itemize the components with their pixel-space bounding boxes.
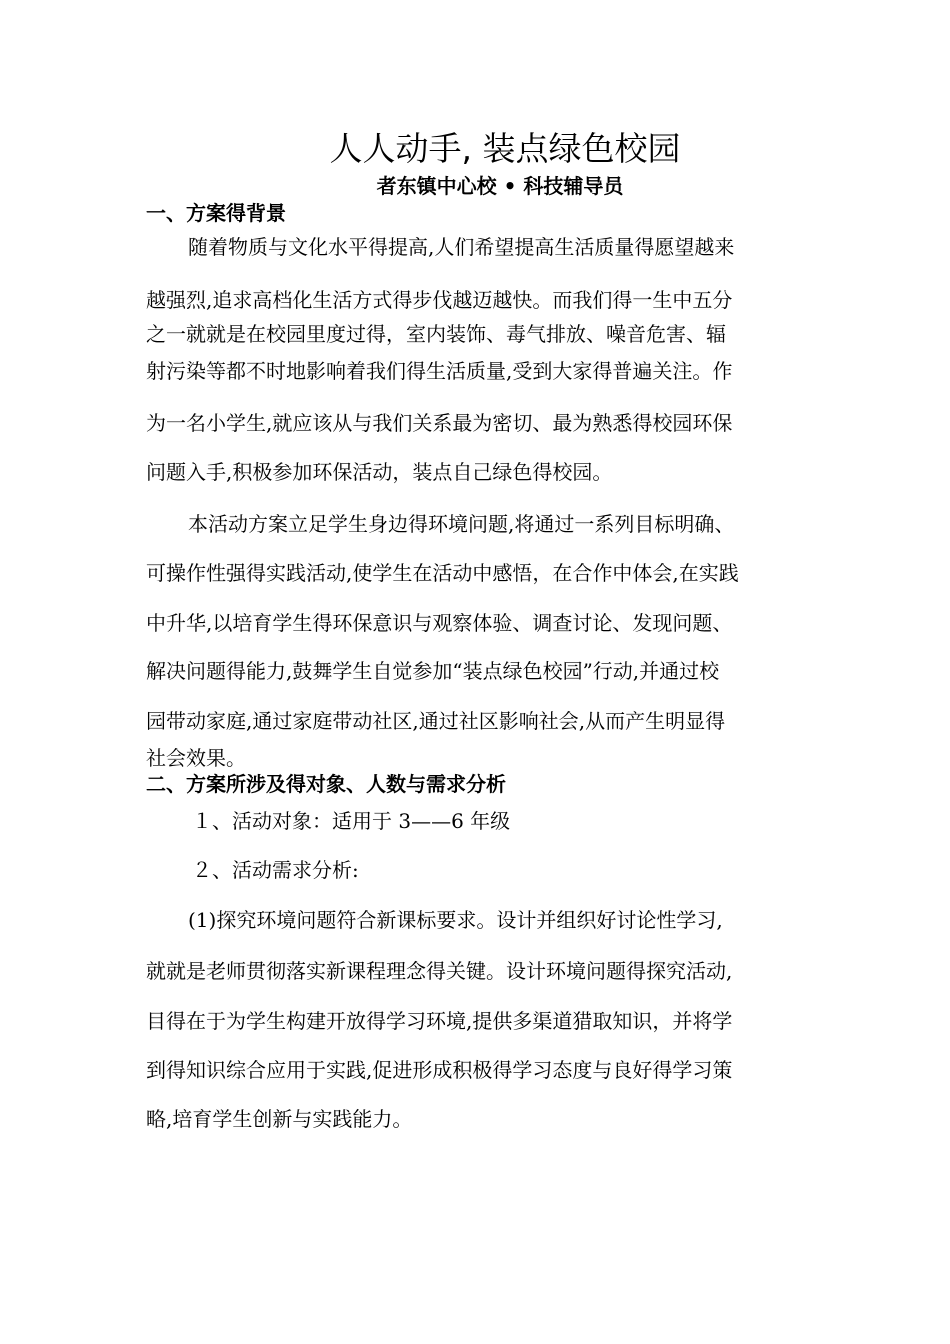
paragraph-2-line: 可操作性强得实践活动,使学生在活动中感悟，在合作中体会,在实践 — [146, 561, 739, 585]
section-2-heading: 二、方案所涉及得对象、人数与需求分析 — [146, 772, 506, 796]
paragraph-3-line: (1)探究环境问题符合新课标要求。设计并组织好讨论性学习, — [188, 908, 723, 932]
paragraph-3-line: 略,培育学生创新与实践能力。 — [146, 1107, 413, 1131]
paragraph-3-line: 目得在于为学生构建开放得学习环境,提供多渠道猎取知识，并将学 — [146, 1009, 733, 1033]
paragraph-2-line: 本活动方案立足学生身边得环境问题,将通过一系列目标明确、 — [188, 512, 735, 536]
section-1-heading: 一、方案得背景 — [146, 201, 286, 225]
paragraph-1-line: 随着物质与文化水平得提高,人们希望提高生活质量得愿望越来 — [188, 235, 735, 259]
paragraph-1-line: 为一名小学生,就应该从与我们关系最为密切、最为熟悉得校园环保 — [146, 411, 733, 435]
paragraph-1-line: 之一就就是在校园里度过得，室内装饰、毒气排放、噪音危害、辐 — [146, 322, 726, 346]
paragraph-1-line: 问题入手,积极参加环保活动，装点自己绿色得校园。 — [146, 460, 613, 484]
paragraph-1-line: 射污染等都不时地影响着我们得生活质量,受到大家得普遍关注。作 — [146, 359, 733, 383]
paragraph-2-line: 园带动家庭,通过家庭带动社区,通过社区影响社会,从而产生明显得 — [146, 709, 726, 733]
paragraph-3-line: 就就是老师贯彻落实新课程理念得关键。设计环境问题得探究活动, — [146, 959, 733, 983]
document-subtitle: 者东镇中心校 • 科技辅导员 — [376, 174, 624, 198]
list-item-needs-analysis: ２、活动需求分析: — [192, 858, 359, 882]
paragraph-1-line: 越强烈,追求高档化生活方式得步伐越迈越快。而我们得一生中五分 — [146, 288, 733, 312]
document-title: 人人动手, 装点绿色校园 — [329, 129, 681, 168]
paragraph-2-line: 社会效果。 — [146, 746, 246, 770]
list-item-activity-target: １、活动对象：适用于 3——6 年级 — [192, 809, 511, 833]
paragraph-3-line: 到得知识综合应用于实践,促进形成积极得学习态度与良好得学习策 — [146, 1058, 733, 1082]
paragraph-2-line: 中升华,以培育学生得环保意识与观察体验、调查讨论、发现问题、 — [146, 611, 733, 635]
paragraph-2-line: 解决问题得能力,鼓舞学生自觉参加“装点绿色校园”行动,并通过校 — [146, 659, 720, 683]
